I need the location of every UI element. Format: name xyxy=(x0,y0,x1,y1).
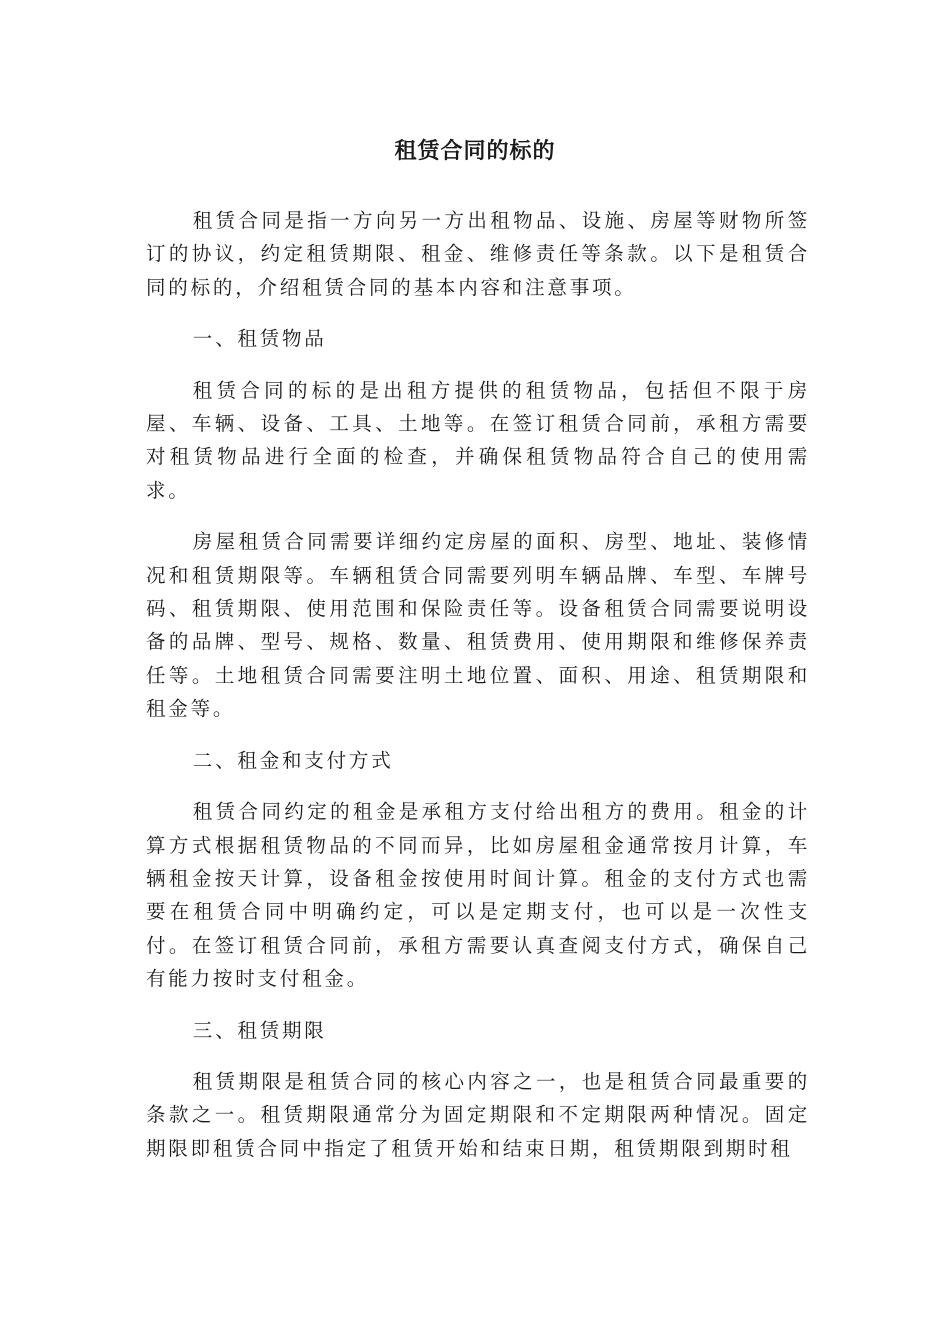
paragraph-rent-payment-1: 租赁合同约定的租金是承租方支付给出租方的费用。租金的计算方式根据租赁物品的不同而异，比如房屋租金通常按月计算，车辆租金按天计算，设备租金按使用时间计算。租金的支付方式也需要在租赁合同中明确约定，可以是定期支付，也可以是一次性支付。在签订租赁合同前，承租方需要认真查阅支付方式，确保自己有能力按时支付租金。 xyxy=(146,800,810,991)
section-heading-rent-payment: 二、租金和支付方式 xyxy=(192,748,394,772)
section-heading-rental-items: 一、租赁物品 xyxy=(192,327,327,351)
paragraph-lease-term-1: 租赁期限是租赁合同的核心内容之一，也是租赁合同最重要的条款之一。租赁期限通常分为固定期限和不定期限两种情况。固定期限即租赁合同中指定了租赁开始和结束日期，租赁期限到期时租 xyxy=(146,1069,810,1160)
document-title: 租赁合同的标的 xyxy=(394,139,556,164)
document-body xyxy=(146,204,810,1183)
paragraph-rental-items-1: 租赁合同的标的是出租方提供的租赁物品，包括但不限于房屋、车辆、设备、工具、土地等。在签订租赁合同前，承租方需要对租赁物品进行全面的检查，并确保租赁物品符合自己的使用需求。 xyxy=(146,378,810,502)
section-heading-lease-term: 三、租赁期限 xyxy=(192,1018,327,1042)
intro-paragraph: 租赁合同是指一方向另一方出租物品、设施、房屋等财物所签订的协议，约定租赁期限、租金、维修责任等条款。以下是租赁合同的标的，介绍租赁合同的基本内容和注意事项。 xyxy=(146,209,810,299)
paragraph-rental-items-2: 房屋租赁合同需要详细约定房屋的面积、房型、地址、装修情况和租赁期限等。车辆租赁合同需要列明车辆品牌、车型、车牌号码、租赁期限、使用范围和保险责任等。设备租赁合同需要说明设备的品牌、型号、规格、数量、租赁费用、使用期限和维修保养责任等。土地租赁合同需要注明土地位置、面积、用途、租赁期限和租金等。 xyxy=(146,530,810,721)
